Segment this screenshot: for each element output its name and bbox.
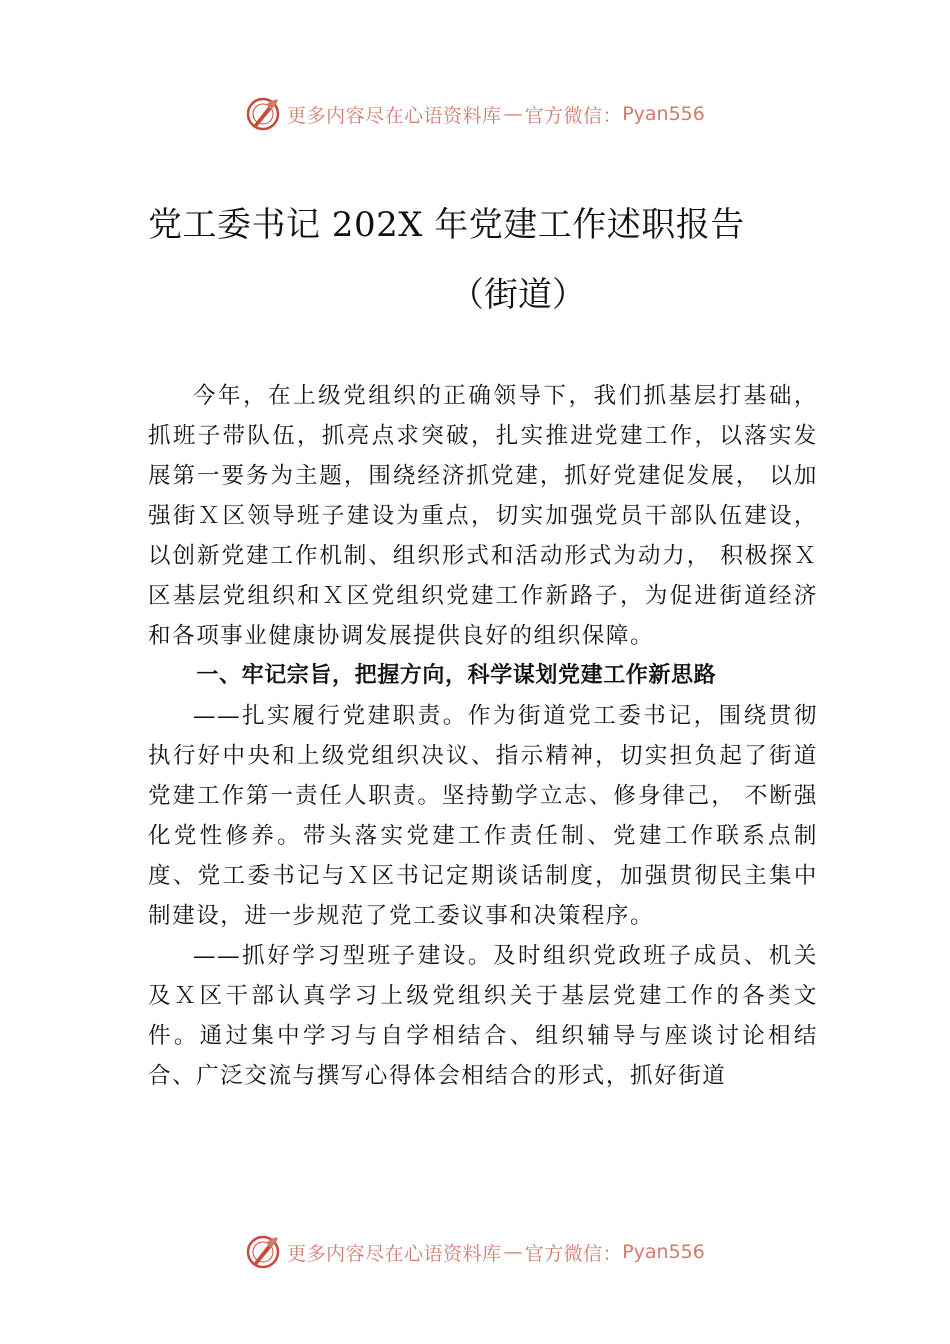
watermark-contact-id: Pyan556 — [622, 103, 705, 125]
watermark-contact-label: 官方微信： — [524, 1242, 623, 1265]
body-paragraph: ——抓好学习型班子建设。及时组织党政班子成员、机关及Ｘ区干部认真学习上级党组织关于基层党建工作的各类文件。通过集中学习与自学相结合、组织辅导与座谈讨论相结合、广泛交流与撰写心得体会相结合的形式，抓好街道 — [148, 943, 818, 1089]
intro-paragraph: 今年，在上级党组织的正确领导下，我们抓基层打基础，抓班子带队伍，抓亮点求突破，扎实推进党建工作，以落实发展第一要务为主题，围绕经济抓党建，抓好党建促发展， 以加强街Ｘ区领导班子建设为重点，切实加强党员干部队伍建设，以创新党建工作机制、组织形式和活动形式为动力， 积极探Ｘ区基层党组织和Ｘ区党组织党建工作新路子，为促进街道经济和各项事业健康协调发展提供良好的组织保障。 — [148, 383, 818, 649]
watermark-separator: — — [503, 103, 523, 125]
section-heading: 一、牢记宗旨，把握方向，科学谋划党建工作新思路 — [196, 663, 717, 688]
quill-seal-icon — [245, 1234, 281, 1270]
watermark-separator: — — [503, 1241, 523, 1263]
watermark-text: 更多内容尽在心语资料库 — [287, 1242, 502, 1265]
document-body — [148, 376, 818, 1096]
watermark-contact-id: Pyan556 — [622, 1241, 705, 1263]
document-subtitle: （街道） — [450, 275, 586, 315]
document-title: 党工委书记 202X 年党建工作述职报告 — [148, 205, 745, 245]
footer-watermark — [0, 1232, 950, 1272]
quill-seal-icon — [245, 96, 281, 132]
watermark-contact-label: 官方微信： — [524, 104, 623, 127]
header-watermark — [0, 94, 950, 134]
watermark-text: 更多内容尽在心语资料库 — [287, 104, 502, 127]
body-paragraph: ——扎实履行党建职责。作为街道党工委书记，围绕贯彻执行好中央和上级党组织决议、指示精神，切实担负起了街道党建工作第一责任人职责。坚持勤学立志、修身律己， 不断强化党性修养。带头落实党建工作责任制、党建工作联系点制度、党工委书记与Ｘ区书记定期谈话制度，加强贯彻民主集中制建设，进一步规范了党工委议事和决策程序。 — [148, 703, 818, 929]
